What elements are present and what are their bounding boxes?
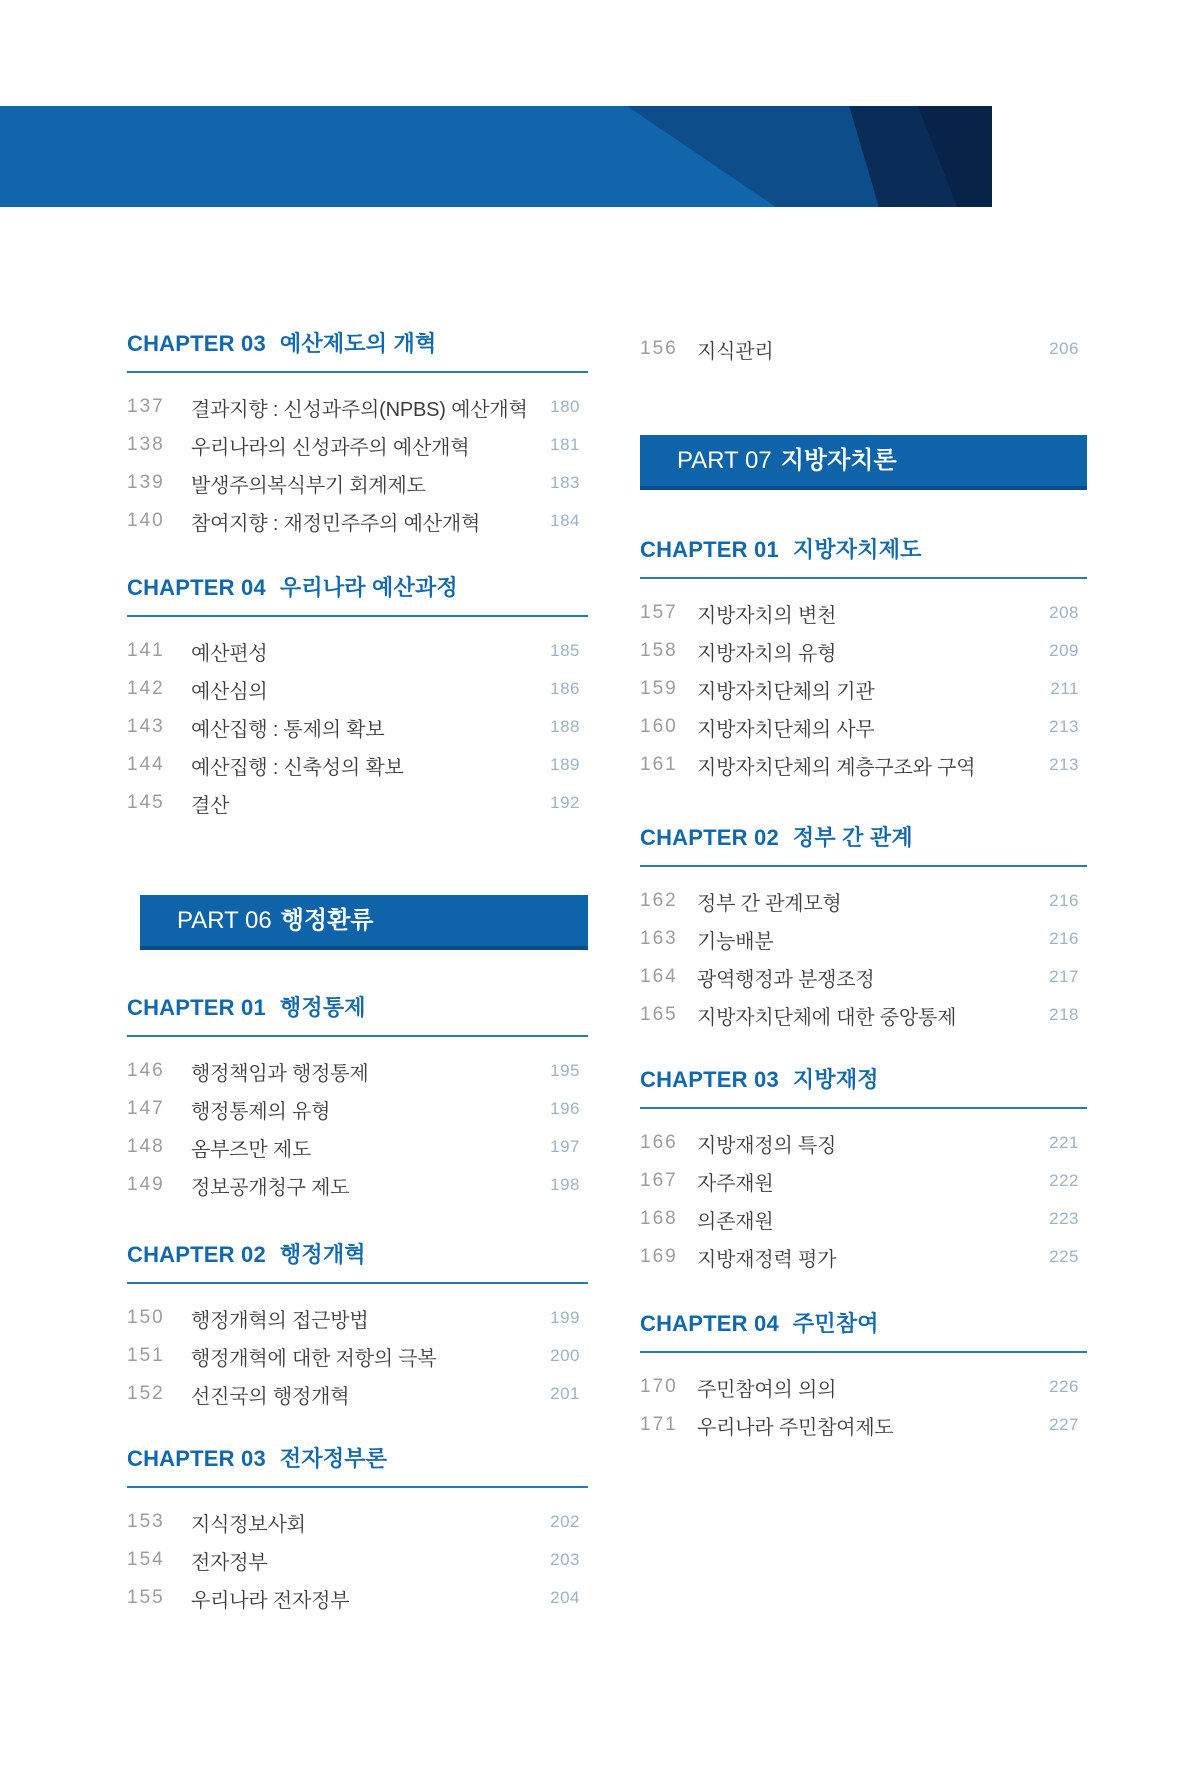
toc-item <box>127 502 588 540</box>
toc-item-title: 자주재원 <box>697 1172 774 1195</box>
toc-column-right <box>640 330 1087 1444</box>
toc-item-page-number: 189 <box>550 755 580 774</box>
toc-item-title: 우리나라 전자정부 <box>191 1589 350 1612</box>
chapter-heading <box>640 1310 1087 1353</box>
toc-item-page-number: 227 <box>1049 1415 1079 1434</box>
toc-item-page-number: 201 <box>550 1384 580 1403</box>
toc-item <box>640 1200 1087 1238</box>
chapter-heading <box>127 574 588 617</box>
toc-item <box>127 1579 588 1617</box>
toc-section <box>640 824 1087 1034</box>
chapter-label: CHAPTER 04 <box>640 1311 779 1336</box>
toc-item <box>127 1128 588 1166</box>
toc-item <box>640 1124 1087 1162</box>
toc-list <box>640 579 1087 784</box>
chapter-title: 지방자치제도 <box>792 537 922 562</box>
toc-item <box>127 426 588 464</box>
toc-item <box>640 882 1087 920</box>
toc-item-page-number: 200 <box>550 1346 580 1365</box>
toc-item-number: 171 <box>640 1414 678 1435</box>
part-title: 행정환류 <box>280 907 374 934</box>
toc-item-number: 154 <box>127 1549 165 1570</box>
toc-item-page-number: 221 <box>1049 1133 1079 1152</box>
toc-item-page-number: 197 <box>550 1137 580 1156</box>
toc-item-title: 행정개혁에 대한 저항의 극복 <box>191 1347 437 1370</box>
toc-item-page-number: 204 <box>550 1588 580 1607</box>
toc-item <box>127 1299 588 1337</box>
toc-item-number: 146 <box>127 1060 165 1081</box>
toc-item-title: 의존재원 <box>697 1210 774 1233</box>
toc-item-title: 지방재정력 평가 <box>697 1248 837 1271</box>
toc-item-page-number: 216 <box>1049 891 1079 910</box>
chapter-heading <box>127 1241 588 1284</box>
toc-item <box>640 958 1087 996</box>
toc-item <box>640 708 1087 746</box>
header-banner <box>0 106 992 207</box>
toc-item-title: 옴부즈만 제도 <box>191 1138 312 1161</box>
toc-section <box>640 330 1087 368</box>
toc-item-page-number: 213 <box>1049 755 1079 774</box>
toc-item-page-number: 185 <box>550 641 580 660</box>
toc-item-title: 행정개혁의 접근방법 <box>191 1309 369 1332</box>
toc-item <box>127 1375 588 1413</box>
toc-item <box>640 670 1087 708</box>
toc-section <box>127 1241 588 1413</box>
toc-item-title: 정부 간 관계모형 <box>697 892 842 915</box>
chapter-title: 행정통제 <box>279 995 366 1020</box>
toc-item-page-number: 183 <box>550 473 580 492</box>
toc-item-number: 167 <box>640 1170 678 1191</box>
toc-list <box>127 1037 588 1204</box>
toc-item-number: 156 <box>640 338 678 359</box>
toc-item-page-number: 225 <box>1049 1247 1079 1266</box>
toc-item-page-number: 222 <box>1049 1171 1079 1190</box>
toc-item-page-number: 198 <box>550 1175 580 1194</box>
toc-item-number: 137 <box>127 396 165 417</box>
part-title: 지방자치론 <box>780 447 897 474</box>
chapter-heading <box>640 536 1087 579</box>
toc-item-title: 전자정부 <box>191 1551 268 1574</box>
toc-item-page-number: 181 <box>550 435 580 454</box>
chapter-title: 예산제도의 개혁 <box>279 331 437 356</box>
toc-item-title: 우리나라 주민참여제도 <box>697 1416 894 1439</box>
toc-item-number: 141 <box>127 640 165 661</box>
toc-item-number: 147 <box>127 1098 165 1119</box>
chapter-label: CHAPTER 03 <box>127 331 266 356</box>
toc-section <box>640 1066 1087 1276</box>
toc-list <box>640 330 1087 368</box>
toc-item <box>127 784 588 822</box>
toc-item <box>640 632 1087 670</box>
toc-item-number: 157 <box>640 602 678 623</box>
toc-item <box>127 1541 588 1579</box>
toc-item <box>127 1052 588 1090</box>
toc-column-left <box>127 330 588 1617</box>
toc-item-title: 행정통제의 유형 <box>191 1100 331 1123</box>
toc-item <box>640 746 1087 784</box>
toc-section <box>640 536 1087 784</box>
toc-item <box>640 1162 1087 1200</box>
toc-item-number: 159 <box>640 678 678 699</box>
toc-item-page-number: 202 <box>550 1512 580 1531</box>
toc-item-title: 지방자치단체의 사무 <box>697 718 875 741</box>
toc-item <box>640 996 1087 1034</box>
toc-item-title: 지방자치단체에 대한 중앙통제 <box>697 1006 957 1029</box>
toc-item-number: 170 <box>640 1376 678 1397</box>
toc-item-number: 142 <box>127 678 165 699</box>
chapter-heading <box>640 824 1087 867</box>
toc-list <box>640 1109 1087 1276</box>
toc-item <box>127 1337 588 1375</box>
toc-item-page-number: 188 <box>550 717 580 736</box>
toc-item-number: 163 <box>640 928 678 949</box>
toc-item-title: 정보공개청구 제도 <box>191 1176 350 1199</box>
toc-list <box>640 1353 1087 1444</box>
chapter-heading <box>640 1066 1087 1109</box>
toc-item-title: 예산심의 <box>191 680 268 703</box>
toc-item <box>127 708 588 746</box>
toc-list <box>127 1284 588 1413</box>
toc-item-number: 165 <box>640 1004 678 1025</box>
chapter-title: 행정개혁 <box>279 1242 366 1267</box>
toc-item-page-number: 223 <box>1049 1209 1079 1228</box>
toc-item-title: 예산집행 : 신축성의 확보 <box>191 756 404 779</box>
toc-list <box>127 373 588 540</box>
toc-item-title: 지방자치단체의 기관 <box>697 680 875 703</box>
toc-item <box>640 1406 1087 1444</box>
toc-item <box>127 1090 588 1128</box>
chapter-title: 정부 간 관계 <box>792 825 913 850</box>
toc-list <box>127 1488 588 1617</box>
toc-item-page-number: 216 <box>1049 929 1079 948</box>
part-banner <box>140 895 588 950</box>
toc-item-title: 결과지향 : 신성과주의(NPBS) 예산개혁 <box>191 398 528 421</box>
toc-item-page-number: 192 <box>550 793 580 812</box>
toc-item-title: 예산집행 : 통제의 확보 <box>191 718 385 741</box>
toc-item-number: 140 <box>127 510 165 531</box>
toc-item-title: 발생주의복식부기 회계제도 <box>191 474 426 497</box>
toc-item-title: 지방자치의 유형 <box>697 642 837 665</box>
toc-item-number: 153 <box>127 1511 165 1532</box>
toc-item <box>640 330 1087 368</box>
toc-item-number: 166 <box>640 1132 678 1153</box>
chapter-title: 주민참여 <box>792 1311 879 1336</box>
toc-item-page-number: 217 <box>1049 967 1079 986</box>
toc-section <box>127 574 588 822</box>
toc-item <box>127 388 588 426</box>
toc-item-page-number: 213 <box>1049 717 1079 736</box>
toc-item-number: 152 <box>127 1383 165 1404</box>
chapter-title: 지방재정 <box>792 1067 879 1092</box>
toc-item-number: 168 <box>640 1208 678 1229</box>
toc-item-title: 우리나라의 신성과주의 예산개혁 <box>191 436 470 459</box>
toc-item-page-number: 186 <box>550 679 580 698</box>
chapter-heading <box>127 994 588 1037</box>
toc-item-number: 139 <box>127 472 165 493</box>
toc-item <box>640 920 1087 958</box>
chapter-label: CHAPTER 02 <box>640 825 779 850</box>
toc-item-number: 150 <box>127 1307 165 1328</box>
toc-item-number: 169 <box>640 1246 678 1267</box>
toc-item-title: 광역행정과 분쟁조정 <box>697 968 875 991</box>
chapter-title: 우리나라 예산과정 <box>279 575 458 600</box>
part-label: PART 06 <box>177 907 272 934</box>
toc-item-title: 지방자치단체의 계층구조와 구역 <box>697 756 976 779</box>
toc-item-title: 지방자치의 변천 <box>697 604 837 627</box>
toc-item-number: 138 <box>127 434 165 455</box>
toc-section <box>127 1445 588 1617</box>
toc-item-page-number: 211 <box>1050 679 1079 698</box>
toc-item <box>127 746 588 784</box>
toc-item <box>127 464 588 502</box>
toc-item-title: 지방재정의 특징 <box>697 1134 837 1157</box>
chapter-label: CHAPTER 01 <box>640 537 779 562</box>
toc-item-page-number: 206 <box>1049 339 1079 358</box>
chapter-heading <box>127 1445 588 1488</box>
chapter-label: CHAPTER 02 <box>127 1242 266 1267</box>
toc-item-page-number: 180 <box>550 397 580 416</box>
toc-item-number: 162 <box>640 890 678 911</box>
toc-section <box>127 994 588 1204</box>
toc-item-number: 161 <box>640 754 678 775</box>
part-label: PART 07 <box>677 447 772 474</box>
part-section <box>127 895 588 950</box>
toc-item <box>127 632 588 670</box>
toc-item-number: 148 <box>127 1136 165 1157</box>
toc-item-number: 143 <box>127 716 165 737</box>
toc-item-title: 기능배분 <box>697 930 774 953</box>
toc-item <box>640 1238 1087 1276</box>
toc-item-number: 149 <box>127 1174 165 1195</box>
toc-item-title: 결산 <box>191 794 230 817</box>
toc-item-title: 참여지향 : 재정민주주의 예산개혁 <box>191 512 481 535</box>
toc-list <box>127 617 588 822</box>
toc-item-page-number: 203 <box>550 1550 580 1569</box>
chapter-title: 전자정부론 <box>279 1446 388 1471</box>
toc-item-page-number: 196 <box>550 1099 580 1118</box>
chapter-label: CHAPTER 01 <box>127 995 266 1020</box>
toc-item-page-number: 226 <box>1049 1377 1079 1396</box>
toc-item-title: 행정책임과 행정통제 <box>191 1062 369 1085</box>
chapter-label: CHAPTER 04 <box>127 575 266 600</box>
toc-item-page-number: 199 <box>550 1308 580 1327</box>
toc-item <box>640 594 1087 632</box>
toc-section <box>127 330 588 540</box>
toc-item-number: 144 <box>127 754 165 775</box>
part-section <box>640 435 1087 490</box>
toc-item-title: 지식정보사회 <box>191 1513 306 1536</box>
chapter-label: CHAPTER 03 <box>127 1446 266 1471</box>
toc-item-number: 151 <box>127 1345 165 1366</box>
toc-item <box>640 1368 1087 1406</box>
toc-item-page-number: 195 <box>550 1061 580 1080</box>
chapter-heading <box>127 330 588 373</box>
toc-item-number: 158 <box>640 640 678 661</box>
toc-section <box>640 1310 1087 1444</box>
toc-item-title: 선진국의 행정개혁 <box>191 1385 350 1408</box>
toc-item-title: 주민참여의 의의 <box>697 1378 837 1401</box>
toc-item-page-number: 209 <box>1049 641 1079 660</box>
toc-list <box>640 867 1087 1034</box>
chapter-label: CHAPTER 03 <box>640 1067 779 1092</box>
toc-item <box>127 1166 588 1204</box>
toc-item-number: 145 <box>127 792 165 813</box>
toc-item-number: 160 <box>640 716 678 737</box>
toc-item <box>127 1503 588 1541</box>
toc-item-page-number: 218 <box>1049 1005 1079 1024</box>
toc-item-number: 164 <box>640 966 678 987</box>
toc-item-title: 예산편성 <box>191 642 268 665</box>
toc-item-page-number: 184 <box>550 511 580 530</box>
toc-item-number: 155 <box>127 1587 165 1608</box>
toc-item-title: 지식관리 <box>697 340 774 363</box>
part-banner <box>640 435 1087 490</box>
header-banner-dark-band <box>0 106 992 207</box>
toc-item <box>127 670 588 708</box>
toc-item-page-number: 208 <box>1049 603 1079 622</box>
